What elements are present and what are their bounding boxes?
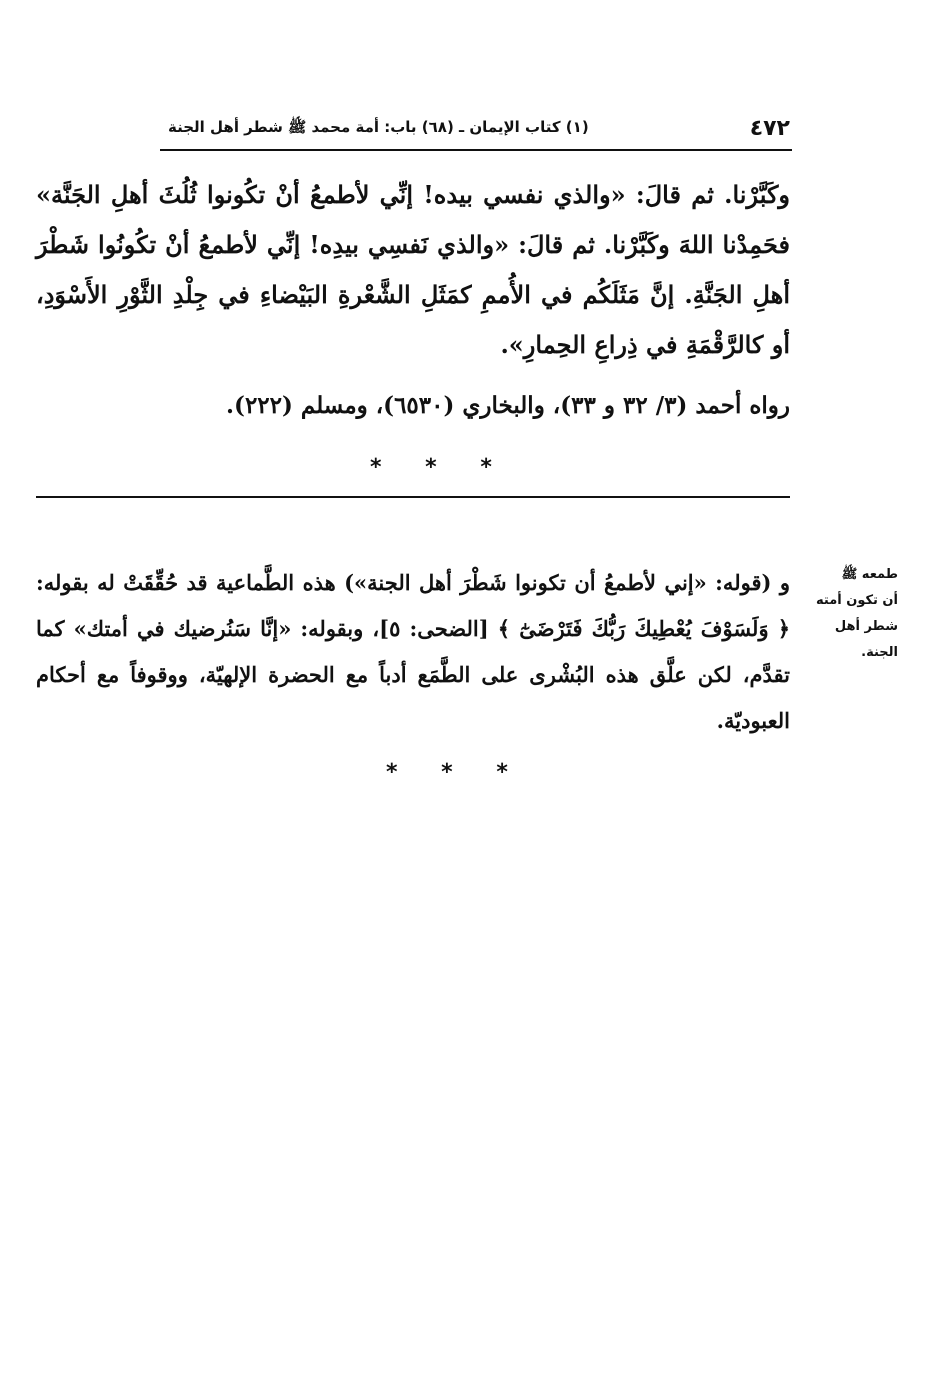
section-divider [36,496,790,498]
commentary-paragraph: و (قوله: «إني لأطمعُ أن تكونوا شَطْرَ أهل الجنة») هذه الطَّماعية قد حُقِّقَتْ له بقوله: ﴿ وَلَسَوْفَ يُعْطِيكَ رَبُّكَ فَتَرْضَىٰٓ ﴾ [الضحى: ٥]، وبقوله: «إنَّا سَنُرضيك في أمتك» كما تقدَّم، لكن علَّق هذه البُشْرى على الطَّمَع أدباً مع الحضرة الإلهيّة، ووقوفاً مع أحكام العبوديّة. [36,570,791,733]
margin-note-line: أن تكون أمته [816,593,898,608]
separator-stars-bottom: * * * [386,760,526,785]
margin-note-line: شطر أهل [834,619,898,634]
commentary-text [36,560,790,744]
margin-note-line: الجنة. [861,645,898,660]
page-header [160,112,792,148]
running-title: (١) كتاب الإيمان ـ (٦٨) باب: أمة محمد ﷺ شطر أهل الجنة [168,118,589,136]
page-number: ٤٧٢ [749,116,790,141]
hadith-citation: رواه أحمد (٣/ ٣٢ و ٣٣)، والبخاري (٦٥٣٠)، ومسلم (٢٢٢). [226,392,790,419]
margin-note [808,562,898,666]
hadith-paragraph: وكَبَّرْنا. ثم قالَ: «والذي نفسي بيده! إنِّي لأطمعُ أنْ تكُونوا ثُلُثَ أهلِ الجَنَّة» فحَمِدْنا اللهَ وكَبَّرْنا. ثم قالَ: «والذي نَفسِي بيدِه! إنِّي لأطمعُ أنْ تكُونُوا شَطْرَ أهلِ الجَنَّةِ. إنَّ مَثَلَكُم في الأُممِ كمَثَلِ الشَّعْرةِ البَيْضاءِ في جِلْدِ الثَّوْرِ الأَسْوَدِ، أو كالرَّقْمَةِ في ذِراعِ الحِمارِ». [36,180,790,359]
hadith-text [36,170,790,370]
separator-stars-top: * * * [370,455,510,480]
margin-note-line: طمعه ﷺ [841,567,898,582]
header-rule [160,149,792,151]
